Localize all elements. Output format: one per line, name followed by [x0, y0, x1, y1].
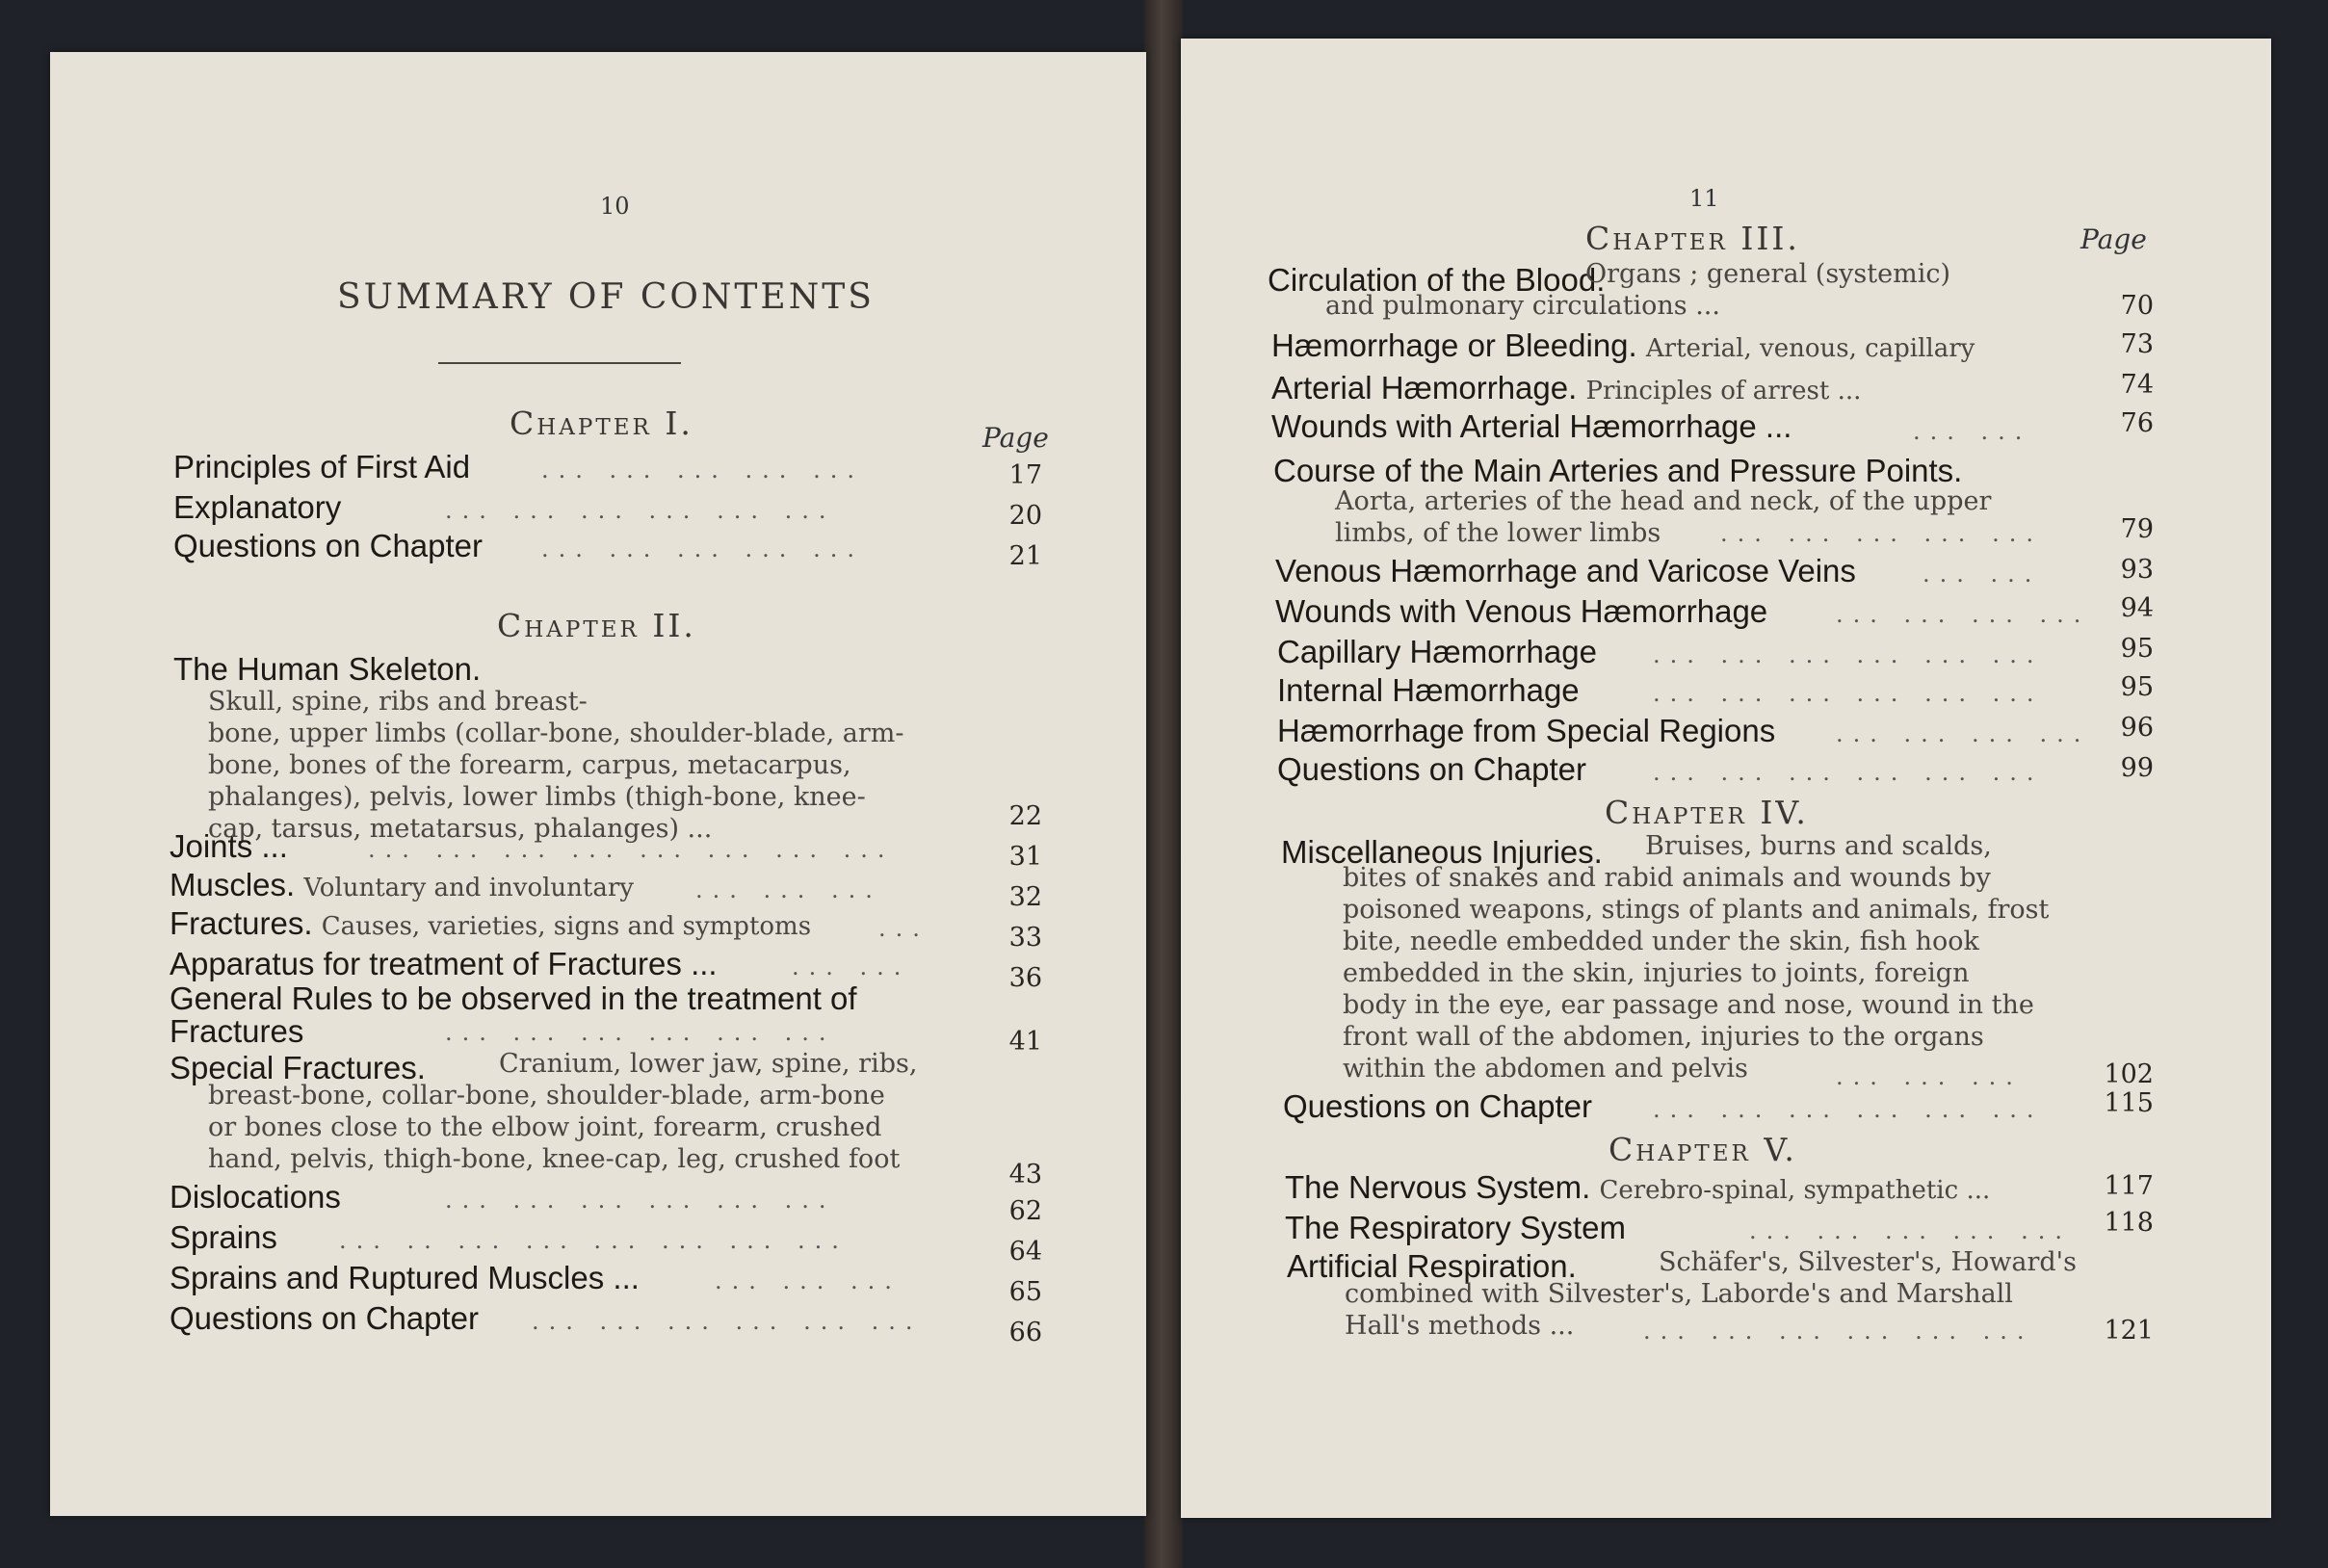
- leader-dots: ... ... ... ... ...: [1749, 1217, 2072, 1244]
- toc-entry: The Human Skeleton.: [173, 651, 482, 687]
- leader-dots: ...: [878, 915, 929, 942]
- toc-entry-description: Bruises, burns and scalds, bites of snakes and rabid animals and wounds by poisoned weapons, stings of plants and animals, frost bite, needle embedded under the skin, fish hook embedded in the skin, injuries to joints, foreign body in the eye, ear passage and nose, wound in the front wall of the abdomen, injuries to the organs within the abdomen and pelvis: [1343, 831, 2050, 1084]
- leader-dots: ... ...: [1913, 418, 2032, 445]
- toc-entry: Venous Hæmorrhage and Varicose Veins: [1275, 553, 1856, 588]
- toc-entry: Course of the Main Arteries and Pressure Points.: [1273, 453, 1963, 488]
- leader-dots: ... ... ... ... ... ...: [1653, 759, 2044, 786]
- right-page: [1181, 39, 2271, 1518]
- leader-dots: ... ... ... ... ...: [1720, 520, 2043, 547]
- toc-entry: Wounds with Arterial Hæmorrhage ...: [1271, 408, 1792, 444]
- toc-entry: Miscellaneous Injuries.: [1281, 834, 1603, 870]
- toc-page-number: 41: [1008, 1027, 1042, 1057]
- toc-entry: Dislocations: [170, 1179, 341, 1215]
- toc-entry: Arterial Hæmorrhage. Principles of arrest ...: [1271, 370, 1862, 405]
- leader-dots: ... ... ... ... ... ...: [1653, 641, 2044, 668]
- title-rule: [438, 362, 681, 364]
- toc-entry: Questions on Chapter: [173, 528, 484, 563]
- toc-entry-description: Organs ; general (systemic) and pulmonary circulations ...: [1325, 259, 1951, 321]
- toc-entry: The Respiratory System: [1285, 1210, 1626, 1245]
- toc-entry: Questions on Chapter: [1283, 1088, 1593, 1124]
- toc-page-number: 64: [1008, 1237, 1042, 1267]
- leader-dots: ... ...: [792, 954, 911, 980]
- toc-entry-description: Schäfer's, Silvester's, Howard's combined with Silvester's, Laborde's and Marshall Hall's methods ...: [1345, 1247, 2077, 1341]
- leader-dots: ... ... ... ... ... ...: [445, 1187, 836, 1214]
- toc-entry: Fractures. Causes, varieties, signs and symptoms: [170, 905, 812, 941]
- toc-page-number: 17: [1008, 460, 1042, 490]
- page-title: SUMMARY OF CONTENTS: [337, 277, 875, 317]
- toc-page-number: 36: [1008, 963, 1042, 993]
- chapter-heading: Chapter IV.: [1605, 794, 1809, 831]
- leader-dots: ... ... ... ... ...: [541, 536, 864, 562]
- toc-page-number: 94: [2120, 593, 2154, 623]
- toc-entry: Circulation of the Blood.: [1268, 262, 1606, 298]
- leader-dots: ... .. ... ... ... ... ... ...: [339, 1227, 849, 1254]
- leader-dots: ... ... ... ... ... ...: [1653, 680, 2044, 707]
- toc-entry: Questions on Chapter: [170, 1300, 480, 1336]
- leader-dots: ... ... ... ...: [1836, 720, 2091, 747]
- page-number: 10: [600, 193, 630, 220]
- toc-page-number: 118: [2104, 1208, 2154, 1238]
- toc-entry: Sprains: [170, 1219, 277, 1255]
- leader-dots: ... ... ... ... ... ...: [532, 1308, 923, 1335]
- toc-page-number: 93: [2120, 555, 2154, 585]
- leader-dots: ... ... ...: [1836, 1063, 2023, 1090]
- toc-entry: Questions on Chapter: [1277, 751, 1587, 787]
- leader-dots: ... ... ... ... ... ... ... ...: [368, 836, 895, 863]
- toc-entry: Explanatory: [173, 489, 342, 525]
- toc-entry: Internal Hæmorrhage: [1277, 672, 1580, 708]
- leader-dots: ... ... ...: [695, 876, 882, 903]
- toc-page-number: 79: [2120, 514, 2154, 544]
- toc-entry: Principles of First Aid: [173, 449, 471, 484]
- toc-entry-description: Aorta, arteries of the head and neck, of the upper limbs, of the lower limbs: [1335, 486, 1992, 548]
- left-page: [50, 52, 1146, 1516]
- page-number: 11: [1689, 185, 1719, 212]
- toc-page-number: 33: [1008, 923, 1042, 953]
- toc-page-number: 96: [2120, 713, 2154, 743]
- toc-entry: Special Fractures.: [170, 1050, 426, 1085]
- toc-page-number: 95: [2120, 672, 2154, 702]
- page-column-label: Page: [2080, 223, 2147, 255]
- toc-entry-description: Skull, spine, ribs and breast- bone, upper limbs (collar-bone, shoulder-blade, arm- bone, bones of the forearm, carpus, metacarpus, phalanges), pelvis, lower limbs (thigh-bone, knee- cap, tarsus, metatarsus, phalanges) ...: [208, 687, 904, 844]
- toc-page-number: 62: [1008, 1196, 1042, 1226]
- leader-dots: ... ... ... ... ... ...: [1653, 1096, 2044, 1123]
- toc-page-number: 102: [2104, 1059, 2154, 1089]
- toc-page-number: 66: [1008, 1318, 1042, 1347]
- leader-dots: ... ... ... ... ... ...: [1643, 1318, 2034, 1345]
- toc-page-number: 76: [2120, 408, 2154, 438]
- toc-page-number: 32: [1008, 882, 1042, 912]
- toc-page-number: 117: [2104, 1171, 2154, 1201]
- chapter-heading: Chapter V.: [1609, 1131, 1797, 1168]
- leader-dots: ... ... ...: [715, 1267, 902, 1294]
- toc-page-number: 65: [1008, 1277, 1042, 1307]
- toc-entry: Apparatus for treatment of Fractures ...: [170, 946, 718, 981]
- toc-page-number: 21: [1008, 541, 1042, 571]
- leader-dots: ... ... ... ...: [1836, 601, 2091, 628]
- toc-entry: The Nervous System. Cerebro-spinal, sympathetic ...: [1285, 1169, 1991, 1205]
- toc-entry: General Rules to be observed in the treatment of Fractures: [170, 980, 857, 1049]
- toc-entry-description: Cranium, lower jaw, spine, ribs, breast-bone, collar-bone, shoulder-blade, arm-bone or bones close to the elbow joint, forearm, crushed hand, pelvis, thigh-bone, knee-cap, leg, crushed foot: [208, 1049, 918, 1174]
- leader-dots: ... ...: [1923, 561, 2042, 588]
- toc-page-number: 99: [2120, 753, 2154, 783]
- toc-entry: Hæmorrhage or Bleeding. Arterial, venous, capillary: [1271, 327, 1975, 363]
- toc-page-number: 73: [2120, 329, 2154, 359]
- leader-dots: ... ... ... ... ... ...: [445, 497, 836, 524]
- chapter-heading: Chapter II.: [497, 607, 696, 644]
- toc-entry: Joints ...: [170, 828, 288, 864]
- toc-page-number: 95: [2120, 634, 2154, 664]
- toc-page-number: 70: [2120, 291, 2154, 321]
- chapter-heading: Chapter I.: [510, 405, 693, 442]
- leader-dots: ... ... ... ... ... ...: [445, 1019, 836, 1046]
- toc-page-number: 22: [1008, 801, 1042, 831]
- chapter-heading: Chapter III.: [1585, 220, 1800, 257]
- leader-dots: ... ... ... ... ...: [541, 457, 864, 483]
- toc-entry: Artificial Respiration.: [1287, 1248, 1577, 1284]
- toc-page-number: 31: [1008, 842, 1042, 872]
- toc-entry: Hæmorrhage from Special Regions: [1277, 713, 1776, 748]
- book-gutter: [1144, 0, 1183, 1568]
- toc-entry: Wounds with Venous Hæmorrhage: [1275, 593, 1768, 629]
- toc-page-number: 20: [1008, 501, 1042, 531]
- page-column-label: Page: [982, 422, 1049, 454]
- toc-page-number: 121: [2104, 1316, 2154, 1346]
- toc-page-number: 115: [2104, 1088, 2154, 1118]
- toc-entry: Muscles. Voluntary and involuntary: [170, 867, 634, 902]
- toc-page-number: 43: [1008, 1160, 1042, 1189]
- toc-entry: Sprains and Ruptured Muscles ...: [170, 1260, 640, 1295]
- toc-page-number: 74: [2120, 370, 2154, 400]
- toc-entry: Capillary Hæmorrhage: [1277, 634, 1597, 669]
